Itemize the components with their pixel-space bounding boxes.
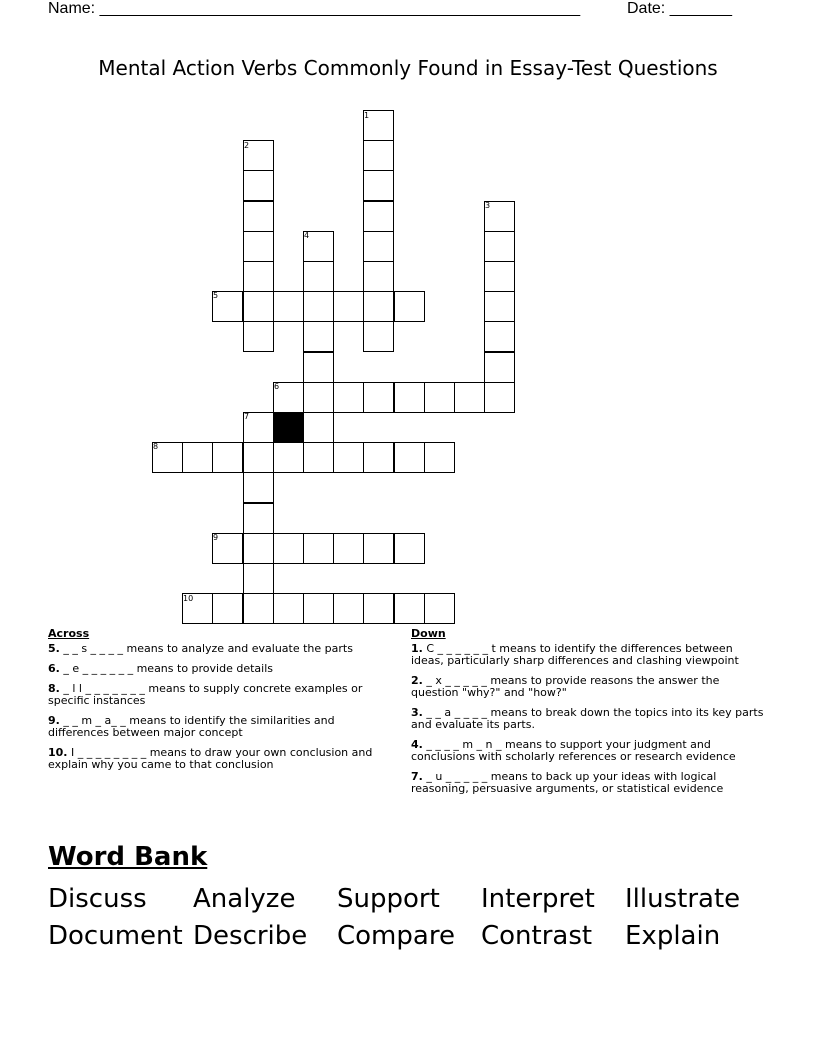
down-clue-4: 4. _ _ _ _ m _ n _ means to support your judgment and conclusions with scholarly references or research evidence xyxy=(411,738,736,763)
grid-cell[interactable] xyxy=(484,382,515,413)
down-clue-1: 1. C _ _ _ _ _ _ t means to identify the differences between ideas, particularly sharp differences and clashing viewpoint xyxy=(411,642,739,667)
grid-cell[interactable] xyxy=(394,382,425,413)
grid-cell[interactable] xyxy=(424,442,455,473)
clue-number-2: 2 xyxy=(244,141,250,150)
down-clue-2: 2. _ x _ _ _ _ _ means to provide reasons the answer the question "why?" and "how?" xyxy=(411,674,720,699)
grid-cell[interactable] xyxy=(333,442,364,473)
clue-number-6: 6 xyxy=(274,382,280,391)
name-label: Name: xyxy=(48,0,96,17)
grid-cell[interactable] xyxy=(363,231,394,262)
clue-number-5: 5 xyxy=(213,291,219,300)
grid-cell[interactable] xyxy=(363,261,394,292)
word-bank-item: Compare xyxy=(337,921,455,951)
grid-cell[interactable] xyxy=(303,261,334,292)
word-bank-item: Document xyxy=(48,921,183,951)
grid-cell[interactable] xyxy=(303,291,334,322)
across-clue-5: 5. _ _ s _ _ _ _ means to analyze and evaluate the parts xyxy=(48,642,353,655)
grid-cell[interactable] xyxy=(273,533,304,564)
grid-cell[interactable] xyxy=(273,593,304,624)
grid-cell[interactable] xyxy=(243,472,274,503)
grid-cell[interactable] xyxy=(363,201,394,232)
across-heading: Across xyxy=(48,627,90,640)
page-title: Mental Action Verbs Commonly Found in Essay-Test Questions xyxy=(98,56,718,80)
grid-cell[interactable] xyxy=(303,382,334,413)
grid-cell[interactable] xyxy=(303,321,334,352)
grid-cell[interactable] xyxy=(333,593,364,624)
clue-number-7: 7 xyxy=(244,412,250,421)
date-label: Date: xyxy=(627,0,666,17)
across-clue-10: 10. I _ _ _ _ _ _ _ _ means to draw your own conclusion and explain why you came to that conclusion xyxy=(48,746,373,771)
grid-cell[interactable] xyxy=(243,201,274,232)
down-clue-7: 7. _ u _ _ _ _ _ means to back up your ideas with logical reasoning, persuasive arguments, or statistical evidence xyxy=(411,770,724,795)
across-clue-9: 9. _ _ m _ a_ _ means to identify the similarities and differences between major concept xyxy=(48,714,335,739)
word-bank-item: Support xyxy=(337,884,440,914)
across-clue-6: 6. _ e _ _ _ _ _ _ means to provide details xyxy=(48,662,273,675)
word-bank-title: Word Bank xyxy=(48,842,208,872)
word-bank-item: Interpret xyxy=(481,884,595,914)
grid-cell[interactable] xyxy=(484,231,515,262)
grid-cell[interactable] xyxy=(243,261,274,292)
grid-cell[interactable] xyxy=(363,291,394,322)
date-line[interactable]: _______ xyxy=(669,0,732,17)
word-bank-item: Contrast xyxy=(481,921,593,951)
grid-cell[interactable] xyxy=(303,352,334,383)
grid-cell[interactable] xyxy=(363,382,394,413)
grid-cell[interactable] xyxy=(243,563,274,594)
black-cell xyxy=(273,412,304,443)
grid-cell[interactable] xyxy=(363,533,394,564)
word-bank-item: Explain xyxy=(625,921,721,951)
down-heading: Down xyxy=(411,627,446,640)
grid-cell[interactable] xyxy=(303,593,334,624)
grid-cell[interactable] xyxy=(243,291,274,322)
grid-cell[interactable] xyxy=(484,352,515,383)
grid-cell[interactable] xyxy=(363,442,394,473)
grid-cell[interactable] xyxy=(243,170,274,201)
grid-cell[interactable] xyxy=(394,593,425,624)
grid-cell[interactable] xyxy=(484,291,515,322)
grid-cell[interactable] xyxy=(273,291,304,322)
grid-cell[interactable] xyxy=(243,503,274,534)
grid-cell[interactable] xyxy=(273,442,304,473)
grid-cell[interactable] xyxy=(182,442,213,473)
grid-cell[interactable] xyxy=(243,442,274,473)
grid-cell[interactable] xyxy=(394,291,425,322)
grid-cell[interactable] xyxy=(333,382,364,413)
clue-number-1: 1 xyxy=(364,111,370,120)
clue-number-3: 3 xyxy=(485,201,491,210)
grid-cell[interactable] xyxy=(394,442,425,473)
grid-cell[interactable] xyxy=(484,321,515,352)
word-bank-item: Analyze xyxy=(193,884,296,914)
grid-cell[interactable] xyxy=(424,593,455,624)
grid-cell[interactable] xyxy=(212,442,243,473)
grid-cell[interactable] xyxy=(243,593,274,624)
clue-number-8: 8 xyxy=(153,442,159,451)
across-clue-8: 8. _ l l _ _ _ _ _ _ _ means to supply concrete examples or specific instances xyxy=(48,682,363,707)
down-clue-3: 3. _ _ a _ _ _ _ means to break down the topics into its key parts and evaluate its parts. xyxy=(411,706,764,731)
name-line[interactable]: ______________________________________________________ xyxy=(99,0,581,17)
across-clues xyxy=(48,628,388,779)
grid-cell[interactable] xyxy=(243,533,274,564)
clue-number-10: 10 xyxy=(183,594,194,603)
grid-cell[interactable] xyxy=(333,291,364,322)
grid-cell[interactable] xyxy=(303,533,334,564)
clue-number-4: 4 xyxy=(304,231,310,240)
grid-cell[interactable] xyxy=(303,412,334,443)
grid-cell[interactable] xyxy=(424,382,455,413)
grid-cell[interactable] xyxy=(394,533,425,564)
grid-cell[interactable] xyxy=(363,321,394,352)
word-bank-item: Illustrate xyxy=(625,884,741,914)
grid-cell[interactable] xyxy=(303,442,334,473)
grid-cell[interactable] xyxy=(363,140,394,171)
grid-cell[interactable] xyxy=(454,382,485,413)
down-clues xyxy=(411,628,766,803)
grid-cell[interactable] xyxy=(484,261,515,292)
word-bank-item: Discuss xyxy=(48,884,147,914)
grid-cell[interactable] xyxy=(243,231,274,262)
grid-cell[interactable] xyxy=(333,533,364,564)
grid-cell[interactable] xyxy=(363,170,394,201)
grid-cell[interactable] xyxy=(243,321,274,352)
clue-number-9: 9 xyxy=(213,533,219,542)
grid-cell[interactable] xyxy=(363,593,394,624)
word-bank-item: Describe xyxy=(193,921,308,951)
grid-cell[interactable] xyxy=(212,593,243,624)
